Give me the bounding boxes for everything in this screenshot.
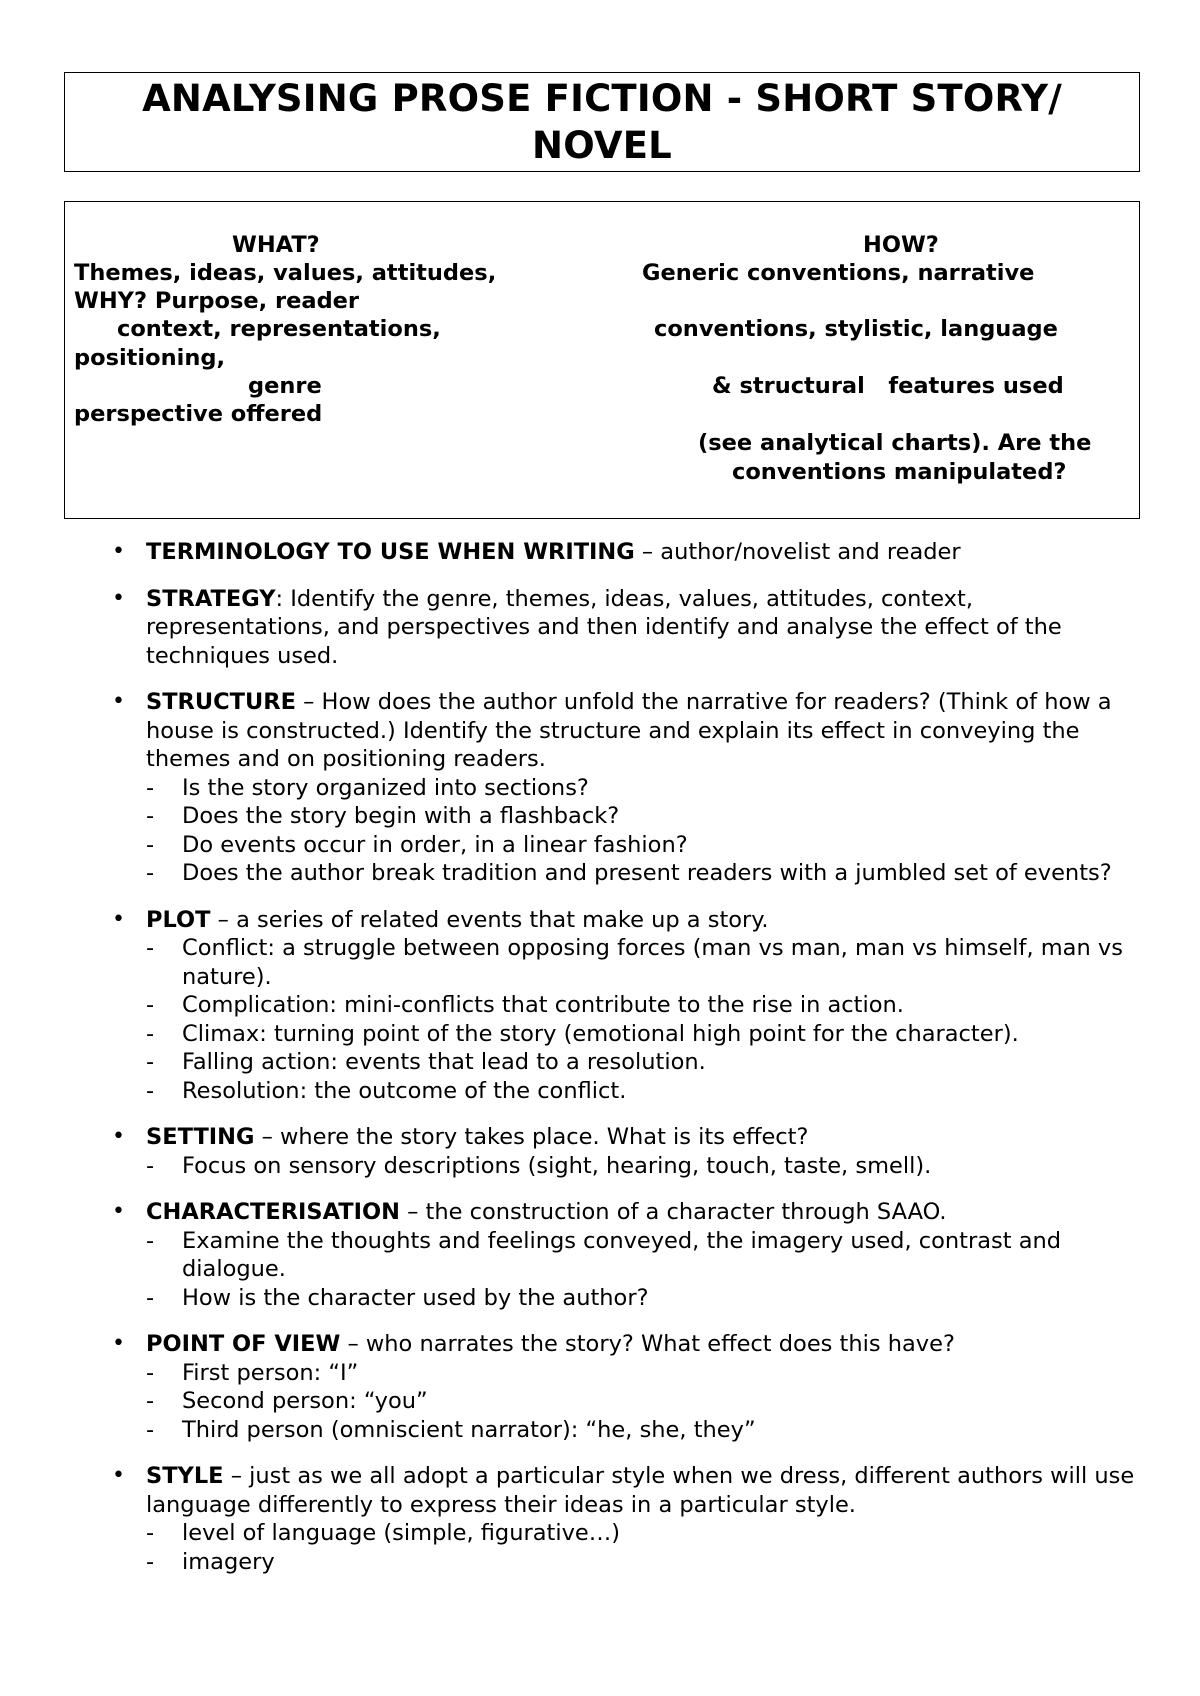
bullet-dot: • xyxy=(112,1124,125,1149)
bullet-dot: • xyxy=(112,906,125,932)
bullet-term: STRUCTURE xyxy=(146,689,296,715)
bullet-dot: • xyxy=(112,689,125,714)
bullet-text: – just as we all adopt a particular style when we dress, different authors will use language differently to express their ideas in a particular style. xyxy=(146,1463,1135,1518)
sub-item: - Is the story organized into sections? xyxy=(146,774,589,801)
title-box xyxy=(64,72,1140,172)
sub-item: - Focus on sensory descriptions (sight, hearing, touch, taste, smell). xyxy=(146,1152,932,1179)
bullet-structure xyxy=(112,688,1142,888)
sub-item: - Falling action: events that lead to a resolution. xyxy=(146,1049,706,1075)
bullet-text: – who narrates the story? What effect does this have? xyxy=(340,1331,955,1357)
bullet-term: STYLE xyxy=(146,1463,224,1489)
sub-item: - Second person: “you” xyxy=(146,1388,428,1414)
sub-item: - Resolution: the outcome of the conflict. xyxy=(146,1077,627,1104)
bullet-term: PLOT xyxy=(146,906,211,933)
bullet-text: – author/novelist and reader xyxy=(634,539,961,565)
title-line-2: NOVEL xyxy=(532,124,672,167)
sub-item: - Third person (omniscient narrator): “he, she, they” xyxy=(146,1416,756,1443)
bullet-text: – the construction of a character through SAAO. xyxy=(399,1199,947,1225)
sub-item: - Examine the thoughts and feelings conveyed, the imagery used, contrast and dialogue. xyxy=(146,1227,1062,1282)
what-line-1: Themes, ideas, values, attitudes, xyxy=(74,260,497,286)
bullet-point-of-view xyxy=(112,1330,1142,1444)
how-line-2: conventions, stylistic, language xyxy=(654,316,1058,342)
bullet-term: CHARACTERISATION xyxy=(146,1199,400,1225)
sub-list xyxy=(146,1359,1142,1445)
bullet-text: : Identify the genre, themes, ideas, values, attitudes, context, representations, and perspectives and then identify and analyse the effect of the techniques used. xyxy=(146,585,1062,669)
sub-list xyxy=(146,1227,1142,1313)
bullet-terminology xyxy=(112,538,1142,567)
notes-list xyxy=(112,538,1142,1594)
what-heading: WHAT? xyxy=(232,232,320,258)
bullet-dot: • xyxy=(112,1199,125,1224)
sub-item: - level of language (simple, figurative…) xyxy=(146,1520,621,1546)
what-line-3: context, representations, xyxy=(117,316,441,342)
title-line-1: ANALYSING PROSE FICTION - SHORT STORY/ xyxy=(142,77,1062,120)
bullet-style xyxy=(112,1462,1142,1576)
bullet-dot: • xyxy=(112,539,125,564)
bullet-term: STRATEGY xyxy=(146,585,276,612)
how-line-1: Generic conventions, narrative xyxy=(642,260,1035,286)
document-title xyxy=(142,75,1062,169)
bullet-setting xyxy=(112,1123,1142,1180)
how-line-5: conventions manipulated? xyxy=(732,459,1067,485)
how-line-4: (see analytical charts). Are the xyxy=(698,430,1092,456)
how-line-3: & structural features used xyxy=(712,373,1064,399)
sub-list xyxy=(146,1519,1142,1576)
bullet-text: – where the story takes place. What is its effect? xyxy=(254,1124,809,1150)
sub-item: - Does the author break tradition and present readers with a jumbled set of events? xyxy=(146,860,1112,886)
what-line-5: genre xyxy=(248,373,322,399)
sub-item: - imagery xyxy=(146,1548,275,1575)
bullet-term: SETTING xyxy=(146,1124,255,1150)
what-how-table xyxy=(64,201,1140,519)
what-line-4: positioning, xyxy=(74,345,225,371)
bullet-strategy xyxy=(112,585,1142,671)
sub-item: - How is the character used by the author? xyxy=(146,1284,649,1311)
what-line-2: WHY? Purpose, reader xyxy=(74,288,360,314)
bullet-text: – a series of related events that make up a story. xyxy=(210,906,769,933)
sub-item: - Complication: mini-conflicts that contribute to the rise in action. xyxy=(146,992,904,1018)
sub-list xyxy=(146,934,1142,1105)
what-line-6: perspective offered xyxy=(74,401,323,427)
sub-item: - Climax: turning point of the story (emotional high point for the character). xyxy=(146,1020,1019,1047)
bullet-dot: • xyxy=(112,585,125,611)
bullet-dot: • xyxy=(112,1463,125,1488)
sub-list xyxy=(146,774,1142,888)
bullet-plot xyxy=(112,906,1142,1106)
sub-item: - First person: “I” xyxy=(146,1359,359,1386)
bullet-term: TERMINOLOGY TO USE WHEN WRITING xyxy=(146,539,635,565)
bullet-characterisation xyxy=(112,1198,1142,1312)
sub-item: - Do events occur in order, in a linear fashion? xyxy=(146,831,688,858)
sub-item: - Does the story begin with a flashback? xyxy=(146,803,620,829)
bullet-term: POINT OF VIEW xyxy=(146,1331,341,1357)
bullet-text: – How does the author unfold the narrative for readers? (Think of how a house is constructed.) Identify the structure and explain its effect in conveying the themes and on positioning readers. xyxy=(146,689,1112,772)
sub-list xyxy=(146,1152,1142,1181)
how-heading: HOW? xyxy=(863,232,939,258)
bullet-dot: • xyxy=(112,1331,125,1356)
sub-item: - Conflict: a struggle between opposing forces (man vs man, man vs himself, man vs nature). xyxy=(146,935,1123,990)
